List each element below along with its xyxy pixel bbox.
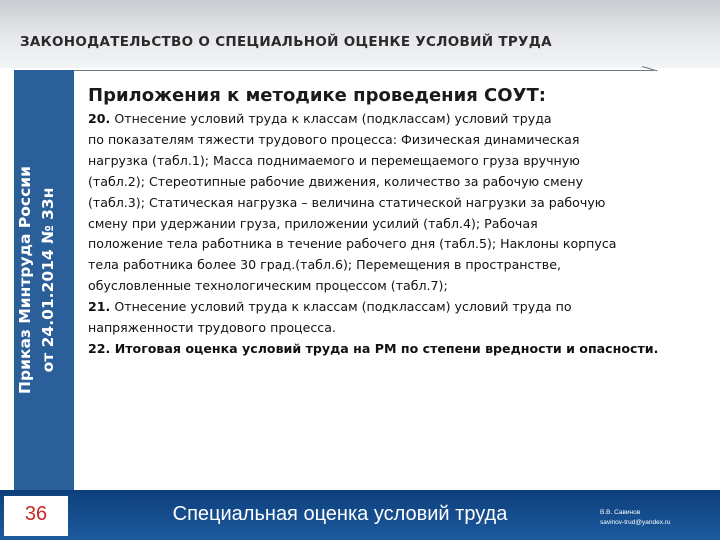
content-subtitle: Приложения к методике проведения СОУТ:: [88, 85, 546, 106]
body-line: (табл.2); Стереотипные рабочие движения, количество за рабочую смену: [88, 173, 584, 189]
sidebar-order-line-2: от 24.01.2014 № 33н: [39, 187, 57, 373]
body-line: смену при удержании груза, приложении усилий (табл.4); Рабочая: [88, 215, 538, 231]
slide-number: 36: [24, 503, 48, 525]
header-title: ЗАКОНОДАТЕЛЬСТВО О СПЕЦИАЛЬНОЙ ОЦЕНКЕ УСЛОВИЙ ТРУДА: [20, 34, 552, 50]
body-line: 20. Отнесение условий труда к классам (подклассам) условий труда: [88, 111, 552, 126]
body-line: нагрузка (табл.1); Масса поднимаемого и перемещаемого груза вручную: [88, 152, 580, 168]
body-line: по показателям тяжести трудового процесса: Физическая динамическая: [88, 131, 580, 147]
body-line: тела работника более 30 град.(табл.6); Перемещения в пространстве,: [88, 257, 561, 273]
author-name: В.В. Савинов: [600, 509, 641, 516]
body-line: 21. Отнесение условий труда к классам (подклассам) условий труда по: [88, 299, 572, 315]
body-line: (табл.3); Статическая нагрузка – величина статической нагрузки за рабочую: [88, 194, 606, 210]
header-divider: [14, 70, 654, 71]
body-line: обусловленные технологическим процессом (табл.7);: [88, 278, 448, 294]
sidebar-order-reference: [14, 80, 74, 480]
footer-caption: Специальная оценка условий труда: [172, 503, 508, 525]
body-line: напряженности трудового процесса.: [88, 320, 336, 336]
sidebar-order-line-1: Приказ Минтруда России: [16, 166, 34, 394]
body-line: 22. Итоговая оценка условий труда на РМ по степени вредности и опасности.: [88, 340, 659, 356]
content-body: [88, 109, 688, 360]
footer-author: [600, 508, 714, 528]
author-email: savinov-trud@yandex.ru: [600, 519, 671, 526]
body-line: положение тела работника в течение рабочего дня (табл.5); Наклоны корпуса: [88, 236, 617, 252]
